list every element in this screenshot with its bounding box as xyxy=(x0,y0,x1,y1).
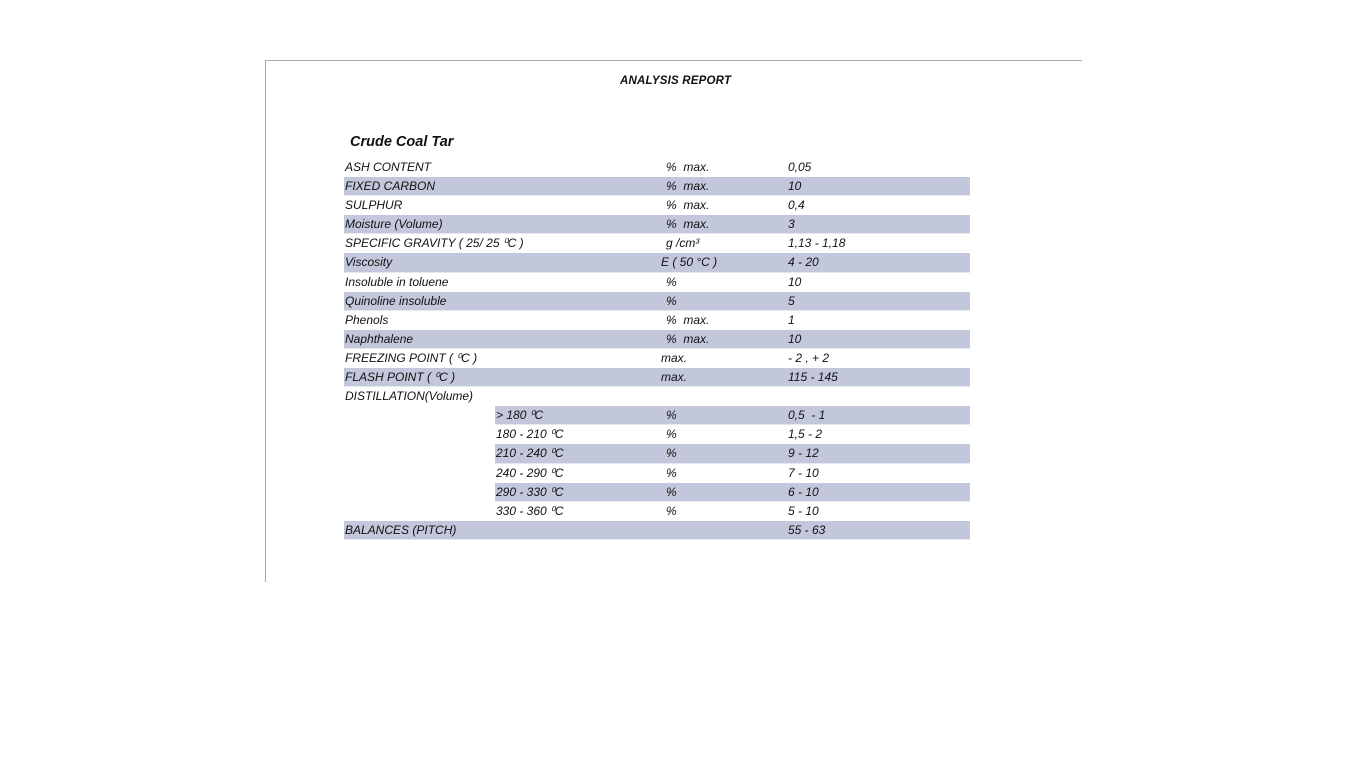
parameter-unit: % max. xyxy=(666,312,710,327)
table-row xyxy=(344,406,970,425)
table-row xyxy=(344,502,970,521)
table-row xyxy=(344,253,970,272)
parameter-unit: % xyxy=(666,408,677,423)
page-border-left xyxy=(265,60,266,582)
parameter-unit: % xyxy=(666,274,677,289)
parameter-unit: % xyxy=(666,427,677,442)
report-title: ANALYSIS REPORT xyxy=(620,75,732,87)
parameter-unit: % max. xyxy=(666,217,710,232)
parameter-unit: E ( 50 °C ) xyxy=(661,255,718,270)
parameter-unit: % xyxy=(666,503,677,518)
parameter-unit: % max. xyxy=(666,160,710,174)
parameter-name: DISTILLATION(Volume) xyxy=(345,389,474,404)
parameter-unit: % xyxy=(666,484,677,499)
parameter-unit: max. xyxy=(661,370,688,385)
parameter-name: BALANCES (PITCH) xyxy=(345,522,457,537)
parameter-value: 3 xyxy=(788,217,795,232)
parameter-name: Quinoline insoluble xyxy=(345,293,447,308)
parameter-value: 0,05 xyxy=(788,160,812,174)
parameter-name: Viscosity xyxy=(345,255,393,270)
parameter-name: Naphthalene xyxy=(345,331,414,346)
analysis-table xyxy=(344,158,970,540)
parameter-value: 10 xyxy=(788,274,802,289)
product-title: Crude Coal Tar xyxy=(350,134,454,150)
parameter-unit: % xyxy=(666,446,677,461)
parameter-unit: % xyxy=(666,465,677,480)
parameter-name: FLASH POINT ( ⁰C ) xyxy=(345,370,456,385)
parameter-name: SULPHUR xyxy=(345,198,403,213)
parameter-value: 0,5 - 1 xyxy=(788,408,826,423)
row-shade xyxy=(495,444,970,463)
table-row xyxy=(344,387,970,406)
parameter-value: 1 xyxy=(788,312,795,327)
parameter-value: 10 xyxy=(788,331,802,346)
table-row xyxy=(344,444,970,463)
table-row xyxy=(344,234,970,253)
parameter-value: - 2 , + 2 xyxy=(788,350,830,365)
parameter-unit: % max. xyxy=(666,179,710,194)
parameter-value: 5 - 10 xyxy=(788,503,819,518)
table-row xyxy=(344,196,970,215)
parameter-unit: % max. xyxy=(666,331,710,346)
distillation-range: 240 - 290 ⁰C xyxy=(496,465,564,480)
table-row xyxy=(344,273,970,292)
table-row xyxy=(344,368,970,387)
parameter-value: 1,5 - 2 xyxy=(788,427,823,442)
table-row xyxy=(344,292,970,311)
parameter-unit: % max. xyxy=(666,198,710,213)
parameter-value: 0,4 xyxy=(788,198,805,213)
table-row xyxy=(344,311,970,330)
parameter-value: 55 - 63 xyxy=(788,522,826,537)
row-shade xyxy=(495,483,970,502)
page-border-top xyxy=(265,60,1082,61)
parameter-value: 10 xyxy=(788,179,802,194)
parameter-value: 115 - 145 xyxy=(788,370,838,385)
parameter-name: Moisture (Volume) xyxy=(345,217,443,232)
parameter-value: 7 - 10 xyxy=(788,465,819,480)
distillation-range: > 180 ⁰C xyxy=(496,408,544,423)
table-row xyxy=(344,177,970,196)
distillation-range: 210 - 240 ⁰C xyxy=(496,446,564,461)
table-row xyxy=(344,215,970,234)
table-row xyxy=(344,521,970,540)
distillation-range: 290 - 330 ⁰C xyxy=(496,484,564,499)
parameter-name: Phenols xyxy=(345,312,389,327)
parameter-name: FREEZING POINT ( ⁰C ) xyxy=(345,350,478,365)
parameter-unit: max. xyxy=(661,350,688,365)
parameter-unit: % xyxy=(666,293,677,308)
parameter-name: SPECIFIC GRAVITY ( 25/ 25 ⁰C ) xyxy=(345,236,524,251)
table-row xyxy=(344,483,970,502)
parameter-name: ASH CONTENT xyxy=(345,160,432,174)
table-row xyxy=(344,425,970,444)
distillation-range: 330 - 360 ⁰C xyxy=(496,503,564,518)
table-row xyxy=(344,330,970,349)
parameter-name: Insoluble in toluene xyxy=(345,274,449,289)
parameter-value: 5 xyxy=(788,293,795,308)
table-row xyxy=(344,158,970,177)
row-shade xyxy=(495,406,970,425)
parameter-value: 1,13 - 1,18 xyxy=(788,236,846,251)
parameter-value: 9 - 12 xyxy=(788,446,819,461)
table-row xyxy=(344,464,970,483)
parameter-value: 6 - 10 xyxy=(788,484,819,499)
distillation-range: 180 - 210 ⁰C xyxy=(496,427,564,442)
table-row xyxy=(344,349,970,368)
parameter-unit: g /cm³ xyxy=(666,236,700,251)
parameter-name: FIXED CARBON xyxy=(345,179,436,194)
parameter-value: 4 - 20 xyxy=(788,255,819,270)
